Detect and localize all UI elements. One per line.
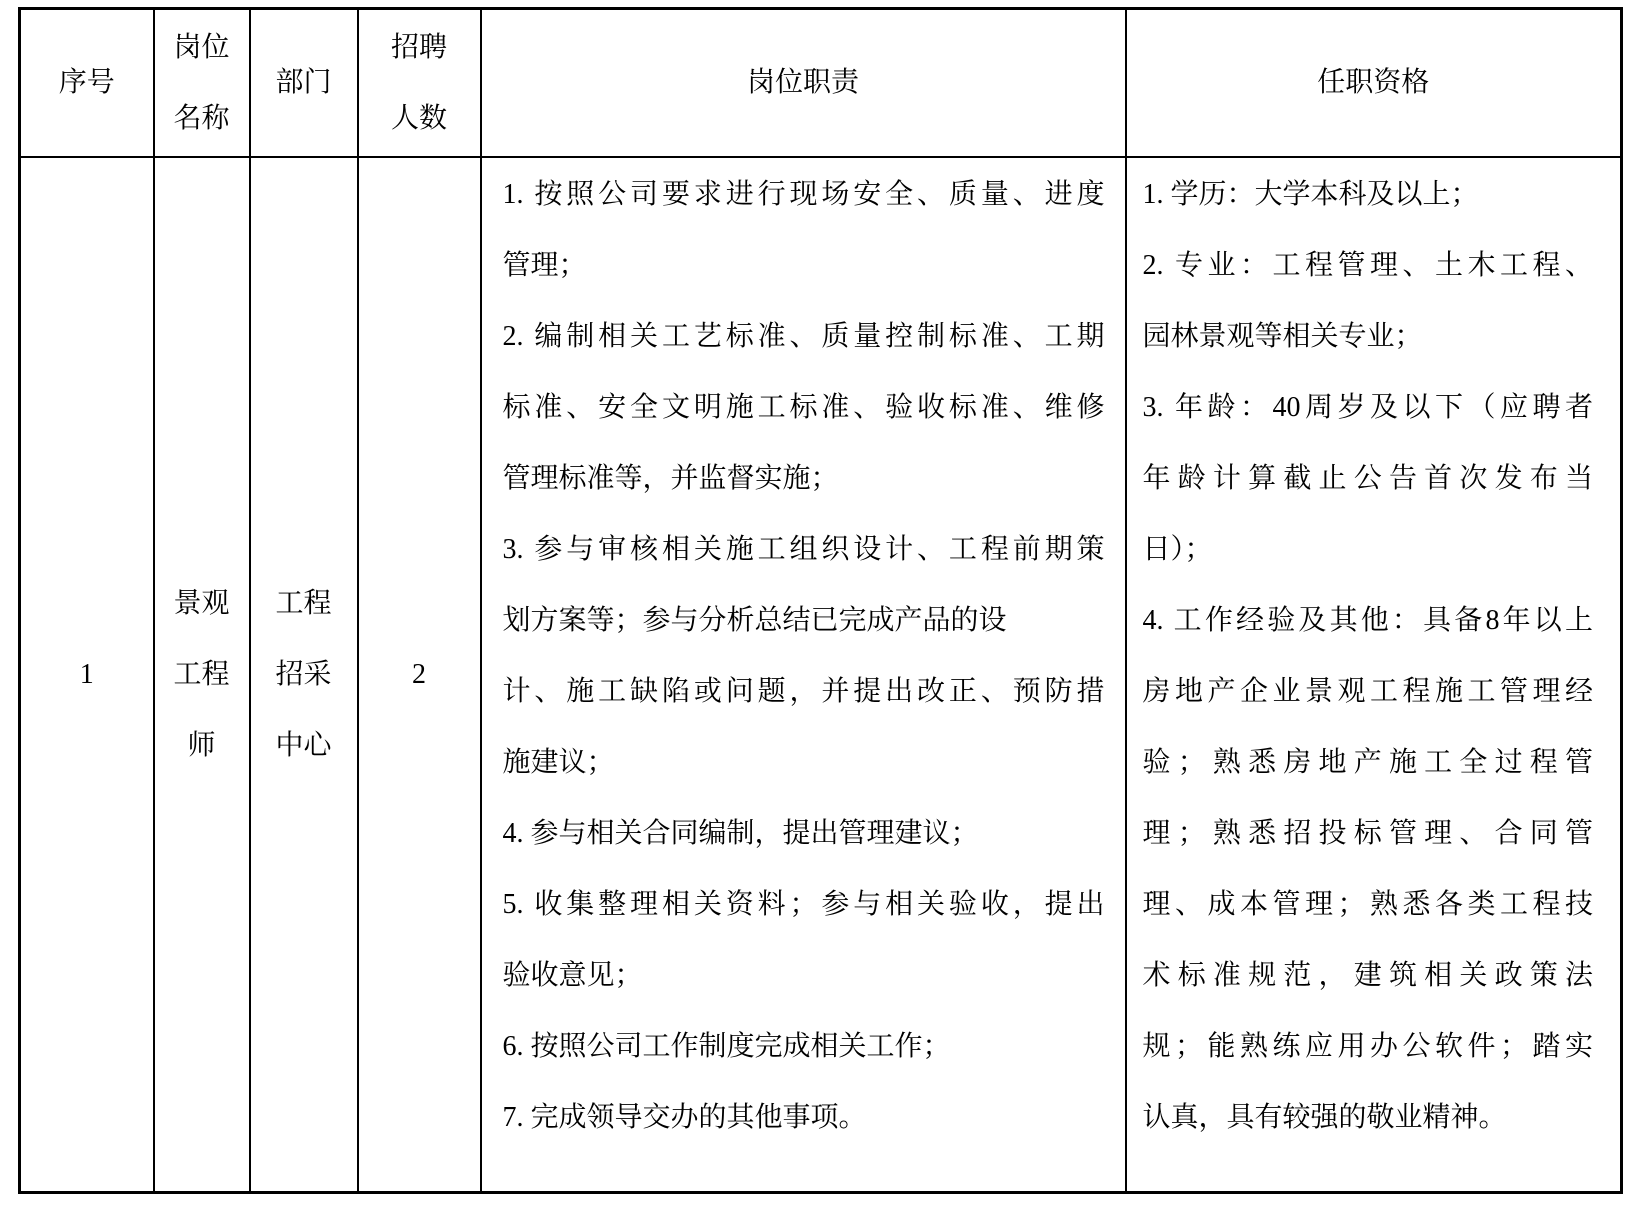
qualification-line: 3. 年龄：40周岁及以下（应聘者: [1142, 391, 1593, 423]
qualification-line: 术标准规范，建筑相关政策法: [1142, 959, 1593, 991]
header-position-name: [154, 9, 250, 157]
header-headcount-line: 人数: [390, 102, 447, 134]
responsibility-line: 管理；: [502, 249, 587, 281]
qualification-line: 房地产企业景观工程施工管理经: [1142, 675, 1593, 707]
header-department: [250, 9, 358, 157]
cell-responsibilities: [481, 157, 1126, 1193]
table-row: [20, 157, 1622, 1193]
recruitment-table: [18, 7, 1623, 1194]
responsibility-line: 施建议；: [502, 746, 615, 778]
header-serial-label: 序号: [58, 67, 115, 99]
qualification-line: 认真，具有较强的敬业精神。: [1142, 1101, 1507, 1133]
responsibility-line: 3. 参与审核相关施工组织设计、工程前期策: [502, 533, 1105, 565]
header-serial: [20, 9, 154, 157]
qualification-line: 理、成本管理；熟悉各类工程技: [1142, 888, 1593, 920]
position-name-line: 工程: [173, 658, 230, 690]
cell-serial: [20, 157, 154, 1193]
qualification-line: 理；熟悉招投标管理、合同管: [1142, 817, 1593, 849]
responsibility-line: 2. 编制相关工艺标准、质量控制标准、工期: [502, 320, 1105, 352]
responsibility-line: 4. 参与相关合同编制，提出管理建议；: [502, 817, 979, 849]
cell-position-name: [154, 157, 250, 1193]
cell-headcount: [358, 157, 481, 1193]
headcount-value: 2: [412, 658, 426, 690]
header-qualifications: [1126, 9, 1622, 157]
department-line: 工程: [275, 587, 332, 619]
qualification-line: 4. 工作经验及其他：具备8年以上: [1142, 604, 1593, 636]
header-qualifications-label: 任职资格: [1317, 67, 1430, 99]
responsibility-line: 管理标准等，并监督实施；: [502, 462, 839, 494]
department-line: 中心: [275, 729, 332, 761]
qualification-line: 2. 专业：工程管理、土木工程、: [1142, 249, 1593, 281]
qualification-line: 1. 学历：大学本科及以上；: [1142, 178, 1479, 210]
qualification-line: 规；能熟练应用办公软件；踏实: [1142, 1030, 1593, 1062]
responsibility-line: 验收意见；: [502, 959, 643, 991]
header-responsibilities: [481, 9, 1126, 157]
header-headcount-line: 招聘: [390, 31, 447, 63]
responsibility-line: 计、施工缺陷或问题，并提出改正、预防措: [502, 675, 1105, 707]
header-responsibilities-label: 岗位职责: [746, 67, 859, 99]
qualification-line: 日）；: [1142, 533, 1213, 565]
responsibility-line: 1. 按照公司要求进行现场安全、质量、进度: [502, 178, 1105, 210]
qualification-line: 年龄计算截止公告首次发布当: [1142, 462, 1593, 494]
qualification-line: 园林景观等相关专业；: [1142, 320, 1423, 352]
header-headcount: [358, 9, 481, 157]
header-department-label: 部门: [275, 67, 332, 99]
cell-qualifications: [1126, 157, 1622, 1193]
responsibility-line: 5. 收集整理相关资料；参与相关验收，提出: [502, 888, 1105, 920]
table-header-row: [20, 9, 1622, 157]
responsibility-line: 划方案等；参与分析总结已完成产品的设: [502, 604, 1007, 636]
header-position-name-line: 岗位: [173, 31, 230, 63]
cell-department: [250, 157, 358, 1193]
position-name-line: 景观: [173, 587, 230, 619]
department-line: 招采: [275, 658, 332, 690]
responsibility-line: 6. 按照公司工作制度完成相关工作；: [502, 1030, 951, 1062]
header-position-name-line: 名称: [173, 102, 230, 134]
qualification-line: 验；熟悉房地产施工全过程管: [1142, 746, 1593, 778]
serial-value: 1: [79, 658, 94, 690]
position-name-line: 师: [187, 729, 216, 761]
responsibility-line: 7. 完成领导交办的其他事项。: [502, 1101, 867, 1133]
responsibility-line: 标准、安全文明施工标准、验收标准、维修: [502, 391, 1105, 423]
